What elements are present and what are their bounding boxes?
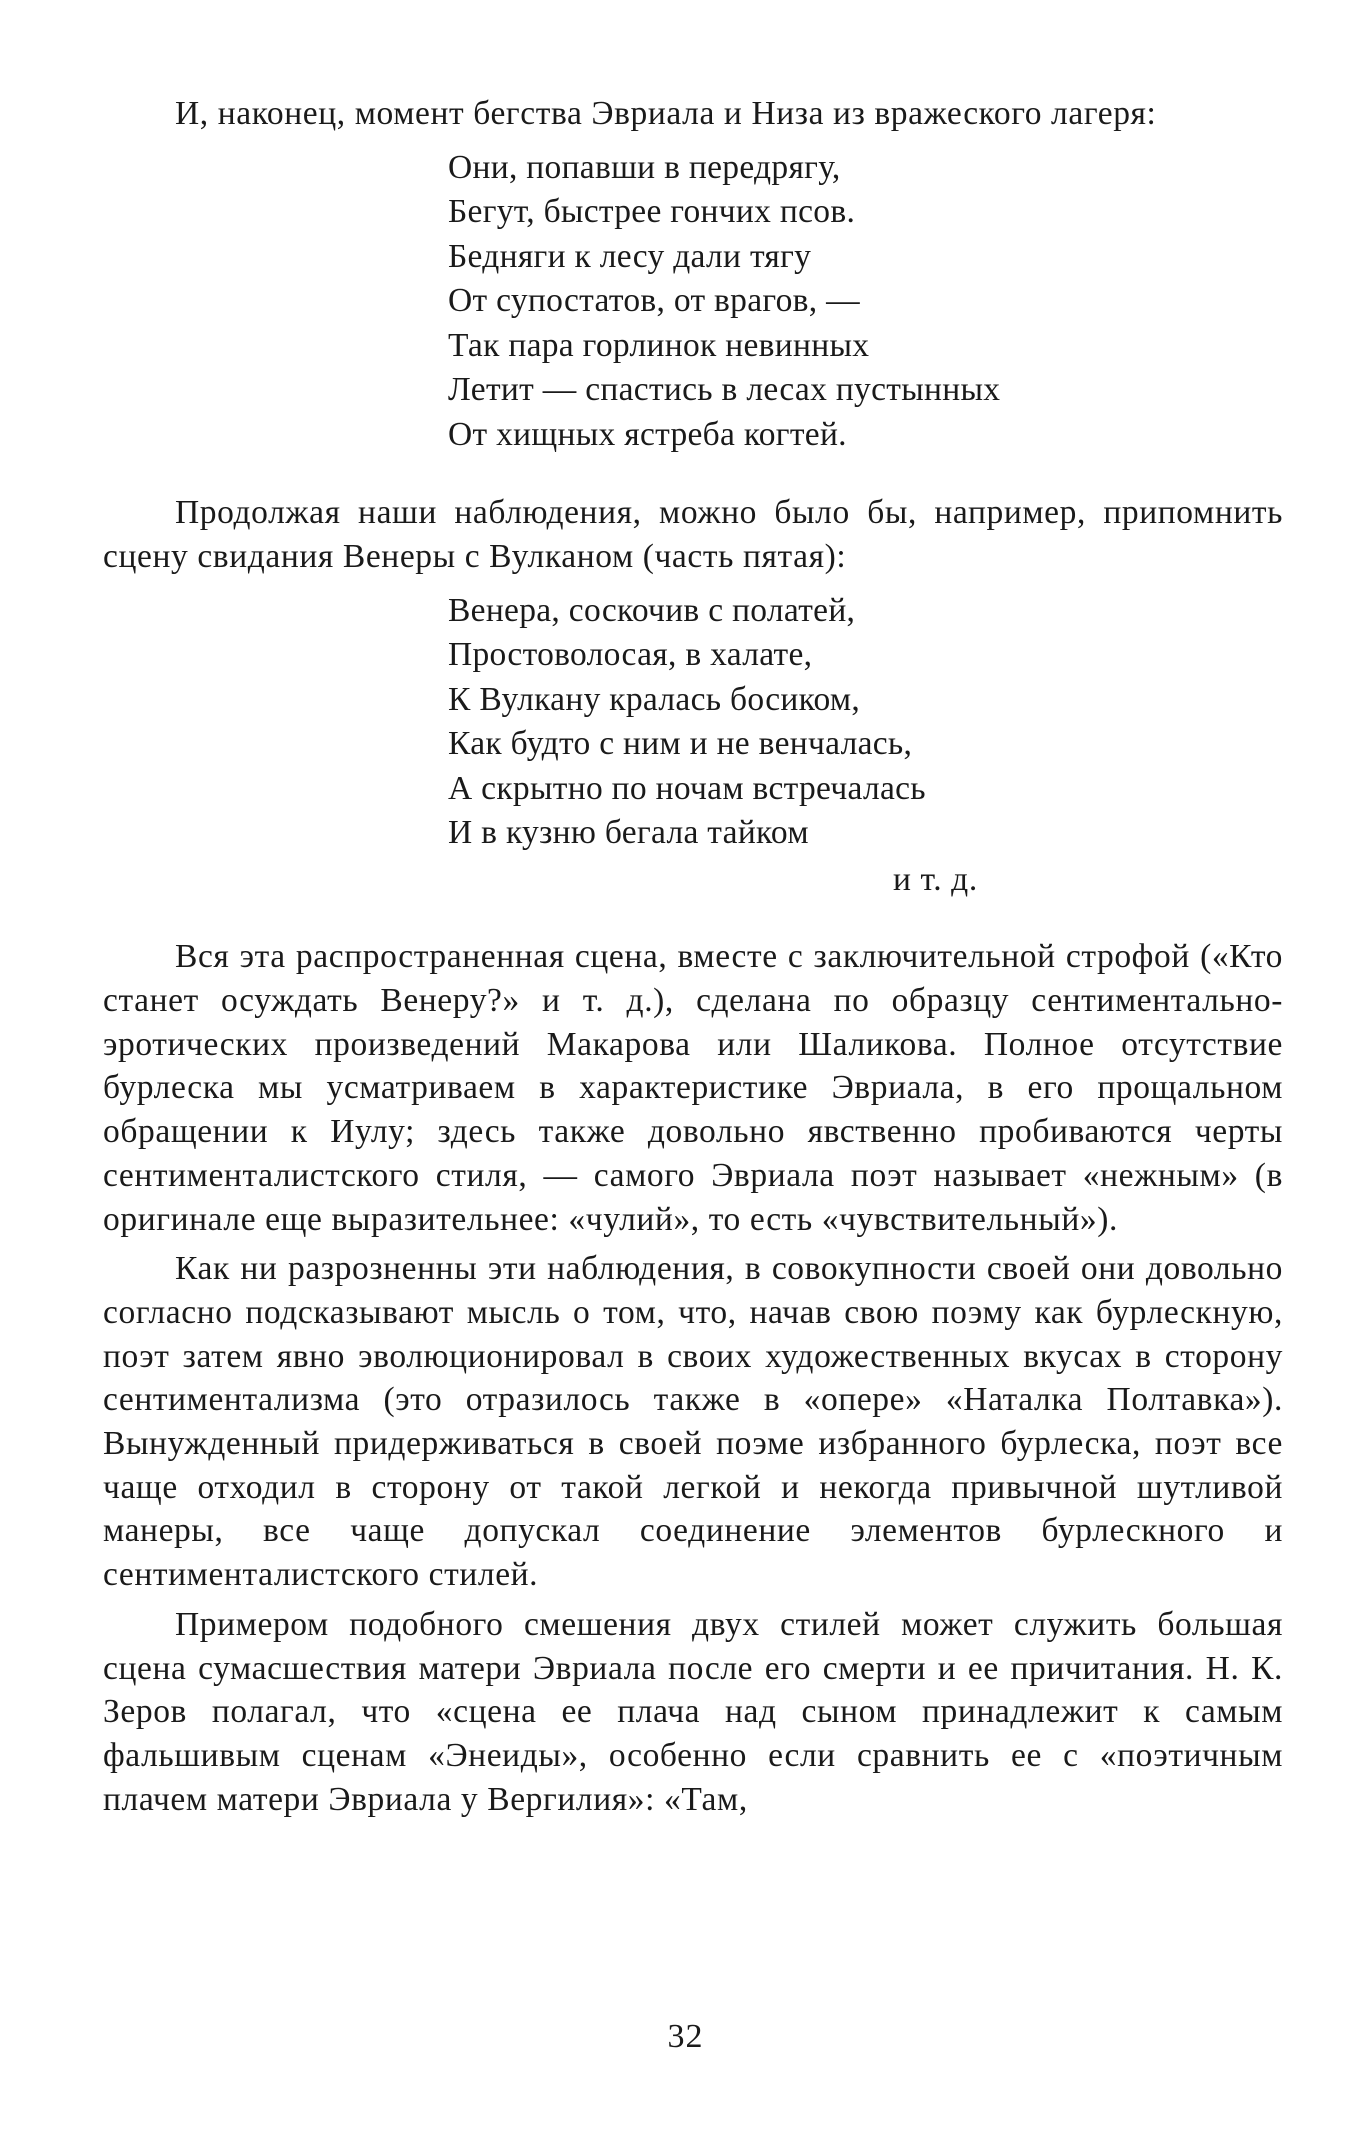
verse-line: Они, попавши в передрягу,: [448, 148, 841, 186]
verse-line: К Вулкану кралась босиком,: [448, 680, 861, 718]
paragraph-1: И, наконец, момент бегства Эвриала и Низа из вражеского лагеря:: [175, 95, 1157, 132]
verse-etc: и т. д.: [893, 860, 978, 898]
verse-line: Так пара горлинок невинных: [448, 326, 870, 364]
verse-line: А скрытно по ночам встречалась: [448, 769, 926, 807]
verse-line: Как будто с ним и не венчалась,: [448, 725, 913, 763]
verse-line: Простоволосая, в халате,: [448, 636, 813, 674]
verse-block-2: [448, 589, 1283, 856]
paragraph-2: Продолжая наши наблюдения, можно было бы, например, припомнить сцену свидания Венеры с Вулканом (часть пятая):: [103, 494, 1283, 575]
verse-line: Бедняги к лесу дали тягу: [448, 237, 812, 275]
verse-line: Венера, соскочив с полатей,: [448, 591, 856, 629]
paragraph-4: Как ни разрозненны эти наблюдения, в совокупности своей они довольно согласно подсказывают мысль о том, что, начав свою поэму как бурлескную, поэт затем явно эволюционировал в своих художественных вкусах в сторону сентиментализма (это отразилось также в «опере» «Наталка Полтавка»). Вынужденный придерживаться в своей поэме избранного бурлеска, поэт все чаще отходил в сторону от такой легкой и некогда привычной шутливой манеры, все чаще допускал соединение элементов бурлескного и сентименталистского стилей.: [103, 1250, 1283, 1594]
verse-line: Бегут, быстрее гончих псов.: [448, 193, 856, 231]
verse-line: От супостатов, от врагов, —: [448, 282, 860, 320]
verse-line: Летит — спастись в лесах пустынных: [448, 371, 1001, 409]
verse-line: И в кузню бегала тайком: [448, 814, 809, 852]
verse-block-1: [448, 146, 1283, 458]
verse-line: От хищных ястреба когтей.: [448, 415, 847, 453]
paragraph-3: Вся эта распространенная сцена, вместе с заключительной строфой («Кто станет осуждать Венеру?» и т. д.), сделана по образцу сентиментально-эротических произведений Макарова или Шаликова. Полное отсутствие бурлеска мы усматриваем в характеристике Эвриала, в его прощальном обращении к Иулу; здесь также довольно явственно пробиваются черты сентименталистского стиля, — самого Эвриала поэт называет «нежным» (в оригинале еще выразительнее: «чулий», то есть «чувствительный»).: [103, 938, 1283, 1238]
page-number: 32: [667, 2018, 704, 2055]
page-body: [103, 92, 1283, 1821]
paragraph-5: Примером подобного смешения двух стилей может служить большая сцена сумасшествия матери Эвриала после его смерти и ее причитания. Н. К. Зеров полагал, что «сцена ее плача над сыном принадлежит к самым фальшивым сценам «Энеиды», особенно если сравнить ее с «поэтичным плачем матери Эвриала у Вергилия»: «Там,: [103, 1605, 1283, 1818]
